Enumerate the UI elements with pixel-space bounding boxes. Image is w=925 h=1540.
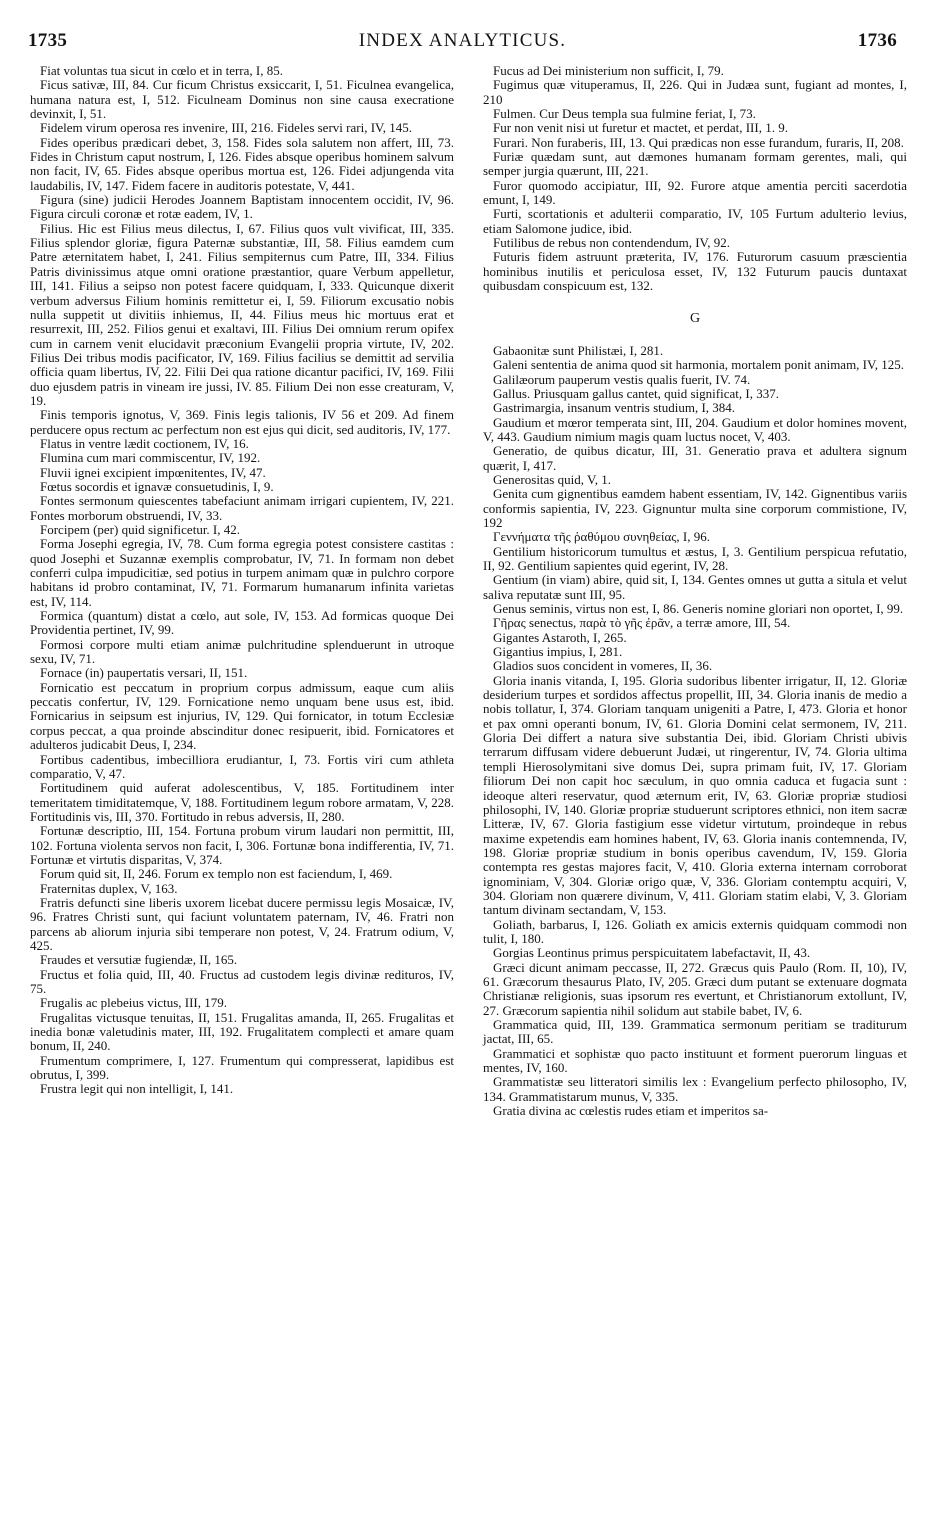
index-entry: Formica (quantum) distat a cœlo, aut sole, IV, 153. Ad formicas quoque Dei Providentia pertinet, IV, 99. (30, 608, 454, 638)
index-entry: Ficus sativæ, III, 84. Cur ficum Christus exsiccarit, I, 51. Ficulnea evangelica, humana natura est, I, 512. Ficulneam Dominus non sine causa execratione devinxit, I, 51. (30, 77, 454, 122)
index-entry: Goliath, barbarus, I, 126. Goliath ex amicis externis quidquam commodi non tulit, I, 180. (483, 916, 907, 946)
index-entry: Gentilium historicorum tumultus et æstus, I, 3. Gentilium perspicua refutatio, II, 92. Gentilium sapientes quid egerint, IV, 28. (483, 543, 907, 573)
index-entry: Fortitudinem quid auferat adolescentibus, V, 185. Fortitudinem inter temeritatem timiditatemque, V, 188. Fortitudinem legum robore armatam, V, 228. Fortitudinis vis, III, 370. Fortitudo in rebus adversis, II, 280. (30, 780, 454, 824)
index-entry: Γεννήματα τῆς ῥαθύμου συνηθείας, I, 96. (493, 529, 710, 545)
index-entry: Figura (sine) judicii Herodes Joannem Baptistam innocentem occidit, IV, 96. Figura circuli coronæ et rotæ eadem, IV, 1. (30, 192, 454, 222)
index-entry: Gentium (in viam) abire, quid sit, I, 134. Gentes omnes ut gutta a situla et velut saliva reputatæ sunt III, 95. (483, 572, 907, 602)
index-entry: Frumentum comprimere, I, 127. Frumentum qui compresserat, lapidibus est obrutus, I, 399. (30, 1052, 454, 1083)
index-entry: Fornicatio est peccatum in proprium corpus admissum, eaque cum aliis peccatis confertur, IV, 129. Fornicatione nemo unquam bene usus est, ibid. Fornicarius in seipsum est injurius, IV, 129. Qui fornicator, in totum Ecclesiæ corpus peccat, a qua proinde abscinditur donec resipuerit, ibid. Fornicatores et adulteros judicabit Deus, I, 234. (30, 679, 454, 753)
index-entry: Græci dicunt animam peccasse, II, 272. Græcus quis Paulo (Rom. II, 10), IV, 61. Græcorum thesaurus Plato, IV, 205. Græci dum putant se extenuare dogmata Christianæ religionis, suas ipsorum res evertunt, et Christianorum extollunt, IV, 27. Græcorum sapientia nihil solidum aut stabile babet, IV, 6. (483, 959, 907, 1018)
index-entry: Furti, scortationis et adulterii comparatio, IV, 105 Furtum adulterio levius, etiam Salomone judice, ibid. (483, 206, 907, 236)
index-entry: Fluvii ignei excipient impœnitentes, IV, 47. (40, 464, 266, 480)
index-entry: Gaudium et mœror temperata sint, III, 204. Gaudium et dolor homines movent, V, 443. Gaudium nimium magis quam luctus nocet, V, 403. (483, 414, 907, 444)
index-entry: Grammatici et sophistæ quo pacto instituunt et forment puerorum linguas et mentes, IV, 160. (483, 1045, 907, 1076)
page-number-right: 1736 (857, 30, 897, 51)
index-entry: Γῆρας senectus, παρὰ τὸ γῆς ἐρᾶν, a terræ amore, III, 54. (493, 615, 791, 631)
page-header (28, 30, 897, 62)
index-entry: Gladios suos concident in vomeres, II, 36. (493, 658, 713, 674)
index-entry: Fornace (in) paupertatis versari, II, 151. (40, 665, 248, 681)
index-entry: Gigantius impius, I, 281. (493, 644, 623, 660)
index-entry: Furari. Non furaberis, III, 13. Qui prædicas non esse furandum, furaris, II, 208. (493, 134, 904, 150)
index-entry: Fiat voluntas tua sicut in cœlo et in terra, I, 85. (40, 63, 283, 78)
index-entry: Furor quomodo accipiatur, III, 92. Furore atque amentia perciti sacerdotia emunt, I, 149. (483, 177, 907, 208)
index-entry: Fratris defuncti sine liberis uxorem licebat ducere permissu legis Mosaicæ, IV, 96. Fratres Christi sunt, qui faciunt voluntatem paternam, IV, 46. Fratri non parcens ab aliorum injuria sibi temperare non potest, V, 24. Fratrum odium, V, 425. (30, 894, 454, 953)
section-g-entries (483, 344, 907, 1119)
index-entry: Gigantes Astaroth, I, 265. (493, 629, 627, 645)
left-column (30, 64, 454, 1097)
index-entry: Gastrimargia, insanum ventris studium, I, 384. (493, 400, 736, 416)
section-f-entries (483, 64, 907, 294)
index-entry: Forma Josephi egregia, IV, 78. Cum forma egregia potest consistere castitas : quod Josephi et Suzannæ exemplis comprobatur, IV, 71. In formam non debet conferri culpa impudicitiæ, sed potius in turpem animam quæ in pulchro corpore habitans id probro contaminat, IV, 71. Formarum humanarum infinita varietas est, IV, 114. (30, 536, 454, 609)
index-entry: Flumina cum mari commiscentur, IV, 192. (40, 450, 261, 466)
index-entry: Galilæorum pauperum vestis qualis fuerit, IV. 74. (493, 371, 751, 387)
index-entry: Frustra legit qui non intelligit, I, 141. (40, 1081, 234, 1097)
index-entry: Finis temporis ignotus, V, 369. Finis legis talionis, IV 56 et 209. Ad finem perducere opus rectum ac perfectum non est ejus qui dicit, sed auditoris, IV, 177. (30, 407, 454, 437)
index-entry: Genita cum gignentibus eamdem habent essentiam, IV, 142. Gignentibus variis conformis sapientia, IV, 223. Gignuntur multa sine corporum commistione, IV, 192 (483, 486, 907, 530)
index-entry: Fraudes et versutiæ fugiendæ, II, 165. (40, 952, 238, 968)
index-entry: Fraternitas duplex, V, 163. (40, 880, 178, 896)
index-entry: Frugalitas victusque tenuitas, II, 151. Frugalitas amanda, II, 265. Frugalitas et inedia bonæ valetudinis mater, III, 192. Frugalitatem complecti et amare quam bonum, II, 240. (30, 1009, 454, 1054)
page-number-left: 1735 (28, 30, 68, 51)
index-entry: Fidelem virum operosa res invenire, III, 216. Fideles servi rari, IV, 145. (40, 120, 412, 136)
index-entry: Fortunæ descriptio, III, 154. Fortuna probum virum laudari non permittit, III, 102. Fortuna violenta servos non facit, I, 306. Fortunæ bona indifferentia, IV, 71. Fortunæ et virtutis disparitas, V, 374. (30, 823, 454, 867)
index-entry: Fructus et folia quid, III, 40. Fructus ad custodem legis divinæ redituros, IV, 75. (30, 966, 454, 996)
index-entry: Fugimus quæ vituperamus, II, 226. Qui in Judæa sunt, fugiant ad montes, I, 210 (483, 77, 907, 107)
section-letter-g: G (689, 310, 701, 326)
index-entry: Filius. Hic est Filius meus dilectus, I, 67. Filius quos vult vivificat, III, 335. Filius splendor gloriæ, figura Paternæ substantiæ, III, 58. Filius eamdem cum Patre æternitatem habet, I, 241. Filius sempiternus cum Patre, III, 334. Filius Patris divinissimus atque omni oratione præstantior, quare Verbum appelletur, III, 141. Filius a seipso non potest facere quidquam, I, 333. Quicunque dixerit verbum adversus Filium hominis remittetur ei, I, 59. Filiorum excusatio nobis nulla suppetit ut divitiis inhiemus, II, 44. Filius meus hic mortuus erat et resurrexit, III, 252. Filios genui et exaltavi, III. Filius Dei omnium rerum opifex cum in carnem venit elucidavit præconium Evangelii propria virtute, IV, 202. Filius Dei tribus modis pacificator, IV, 169. Filius facilius se demittit ad servilia officia quam libertus, IV, 22. Filii Dei qua ratione dicantur pacifici, IV, 169. Filii duo ejusdem patris in vineam ire jussi, IV. 85. Filium Dei non esse creaturam, V, 19. (30, 220, 454, 408)
page-title: INDEX ANALYTICUS. (358, 30, 567, 51)
index-entry: Fucus ad Dei ministerium non sufficit, I, 79. (493, 63, 724, 78)
index-entry: Frugalis ac plebeius victus, III, 179. (40, 995, 228, 1011)
right-column (483, 64, 907, 1118)
index-entry: Gratia divina ac cœlestis rudes etiam et imperitos sa- (493, 1103, 769, 1119)
index-entry: Formosi corpore multi etiam animæ pulchritudine splenduerunt in utroque sexu, IV, 71. (30, 636, 454, 667)
index-entry: Fides operibus prædicari debet, 3, 158. Fides sola salutem non affert, III, 73. Fides in Christum caput nostrum, I, 126. Fides absque operibus hominem salvum non facit, IV, 65. Fides absque operibus mortua est, 126. Fidei adjungenda vita laudabilis, IV, 147. Fidem facere in auditoris potestate, V, 441. (30, 134, 454, 193)
index-entry: Generatio, de quibus dicatur, III, 31. Generatio prava et adultera signum quærit, I, 417. (483, 443, 907, 473)
index-entry: Futilibus de rebus non contendendum, IV, 92. (493, 235, 730, 251)
index-entry: Grammatica quid, III, 139. Grammatica sermonum peritiam se traditurum jactat, III, 65. (483, 1017, 907, 1047)
index-entry: Gallus. Priusquam gallus cantet, quid significat, I, 337. (493, 385, 779, 401)
index-entry: Forcipem (per) quid significetur. I, 42. (40, 522, 241, 537)
index-entry: Gorgias Leontinus primus perspicuitatem labefactavit, II, 43. (493, 945, 811, 961)
index-entry: Gabaonitæ sunt Philistæi, I, 281. (493, 342, 664, 358)
index-entry: Futuris fidem astruunt præterita, IV, 176. Futurorum casuum præscientia hominibus inutilis et periculosa esset, IV, 132 Futurum paucis duntaxat quibusdam conspicuum est, 132. (483, 249, 907, 294)
index-entry: Flatus in ventre lædit coctionem, IV, 16. (40, 435, 249, 451)
index-entry: Fur non venit nisi ut furetur et mactet, et perdat, III, 1. 9. (493, 120, 788, 136)
index-entry: Furiæ quædam sunt, aut dæmones humanam formam gerentes, mali, qui semper jurgia quærunt, III, 221. (483, 149, 907, 179)
index-entry: Fulmen. Cur Deus templa sua fulmine feriat, I, 73. (493, 106, 756, 122)
index-entry: Generositas quid, V, 1. (493, 471, 611, 487)
index-entry: Forum quid sit, II, 246. Forum ex templo non est faciendum, I, 469. (40, 866, 393, 882)
index-entry: Galeni sententia de anima quod sit harmonia, mortalem ponit animam, IV, 125. (493, 357, 904, 373)
index-entry: Fontes sermonum quiescentes tabefaciunt animam irrigari cupientem, IV, 221. Fontes morborum obstruendi, IV, 33. (30, 493, 454, 523)
index-entry: Gloria inanis vitanda, I, 195. Gloria sudoribus libenter irrigatur, II, 12. Gloriæ desiderium turpes et sordidos affectus propellit, III, 34. Gloria inanis de medio a nobis tollatur, I, 374. Gloriam tanquam unigeniti a Patre, I, 473. Gloria et honor et pax omni operanti bonum, IV, 61. Gloria Domini celat sermonem, IV, 211. Gloria Dei differt a natura sive substantia Dei, ibid. Gloriam Christi ubivis terrarum diffusam videre debuerunt Judæi, ut ringerentur, IV, 74. Gloria ultima templi Hierosolymitani sive domus Dei, supra primam fuit, IV, 17. Gloriam filiorum Dei non capit hoc sæculum, in quo omnia caduca et fugacia sunt : ideoque alteri reservatur, quod æternum erit, IV, 63. Gloriæ propriæ studiosi philosophi, IV, 140. Gloriæ propriæ studuerunt scriptores ethnici, non item sacræ Litteræ, IV, 67. Gloria fastigium esse videtur virtutum, proindeque in rebus maxime expetendis eam homines habent, IV, 63. Gloria inanis contemnenda, IV, 198. Gloriæ propriæ studium in bonis operibus cavendum, IV, 159. Gloria contempta res gestas majores facit, V, 410. Gloria externa internam corroborat ignominiam, V, 304. Gloriæ origo quæ, V, 336. Gloriam contemptu acquiri, V, 304. Gloriam non quærere divinum, V, 411. Gloriam statim elabi, V, 3. Gloriam tantum divinam sectandam, V, 153. (483, 672, 907, 918)
index-entry: Fœtus socordis et ignavæ consuetudinis, I, 9. (40, 478, 274, 494)
index-entry: Fortibus cadentibus, imbecilliora erudiantur, I, 73. Fortis viri cum athleta comparatio, V, 47. (30, 751, 454, 781)
index-entry: Genus seminis, virtus non est, I, 86. Generis nomine gloriari non oportet, I, 99. (493, 601, 904, 617)
index-entry: Grammatistæ seu litteratori similis lex : Evangelium perfecto philosopho, IV, 134. Grammatistarum munus, V, 335. (483, 1074, 907, 1104)
